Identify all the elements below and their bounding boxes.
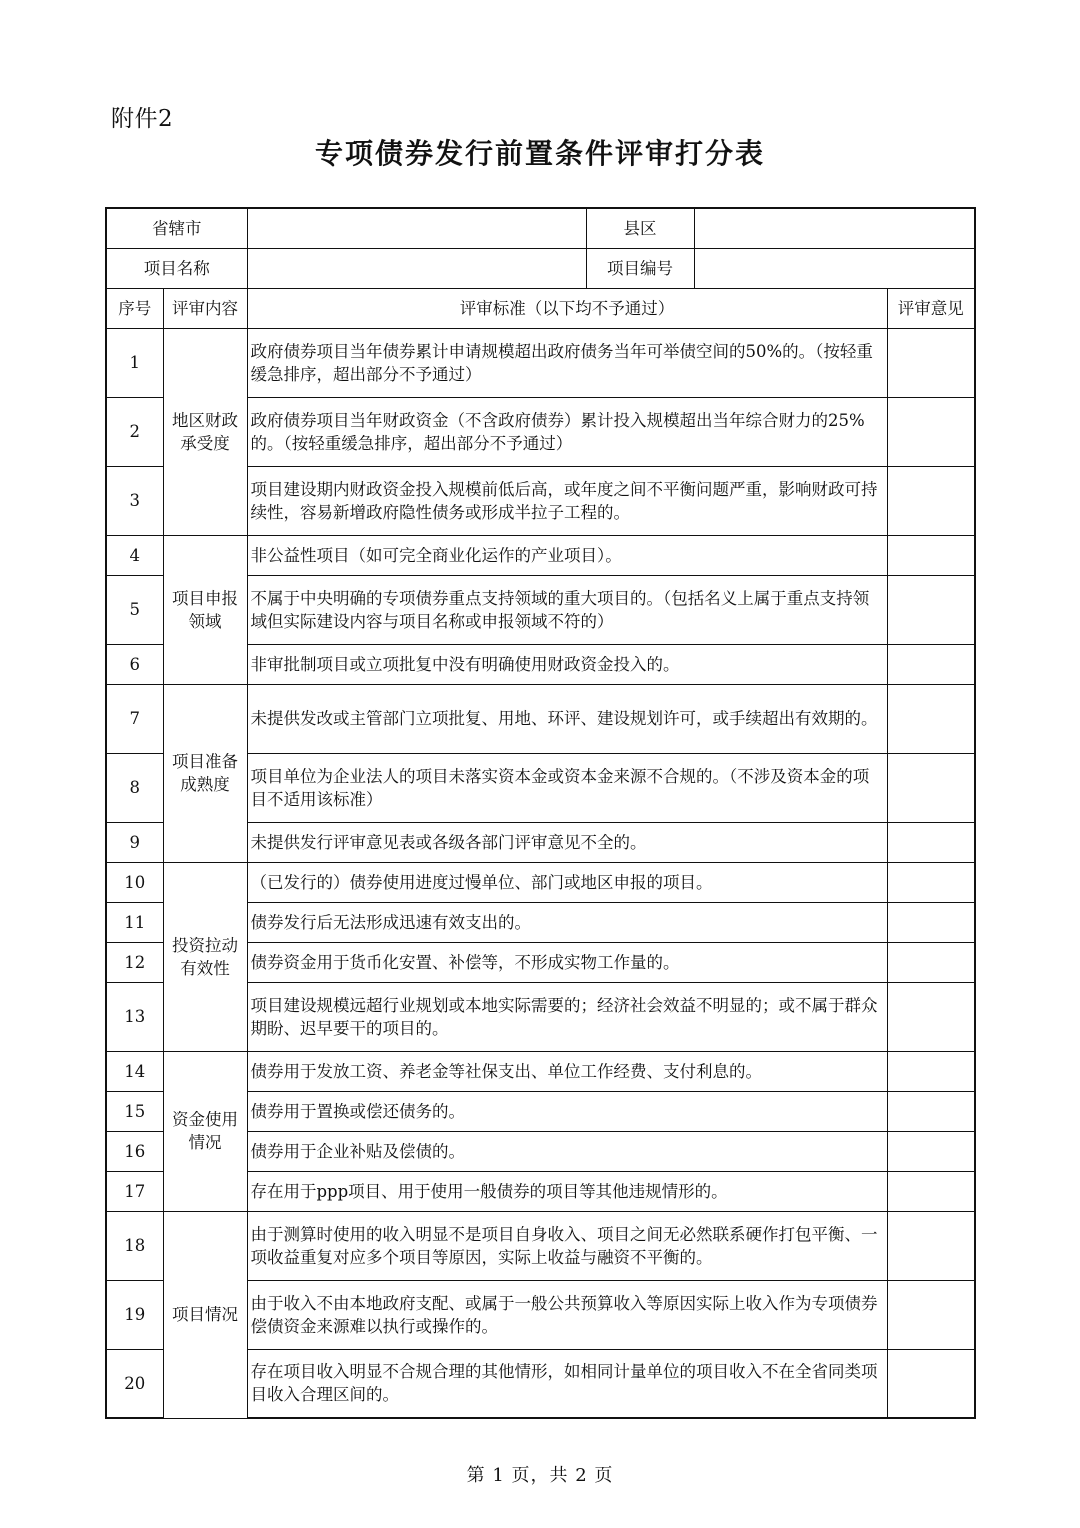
opinion-cell[interactable] [887, 535, 975, 575]
row-number: 16 [106, 1131, 163, 1171]
criteria-cell: 非审批制项目或立项批复中没有明确使用财政资金投入的。 [247, 644, 887, 684]
criteria-cell: 存在项目收入明显不合规合理的其他情形，如相同计量单位的项目收入不在全省同类项目收入合理区间的。 [247, 1349, 887, 1418]
row-number: 7 [106, 684, 163, 753]
category-cell: 项目申报领域 [163, 535, 247, 684]
header-row-region [106, 208, 975, 248]
opinion-cell[interactable] [887, 862, 975, 902]
criteria-cell: 由于收入不由本地政府支配、或属于一般公共预算收入等原因实际上收入作为专项债券偿债资金来源难以执行或操作的。 [247, 1280, 887, 1349]
criteria-cell: 项目建设期内财政资金投入规模前低后高，或年度之间不平衡问题严重，影响财政可持续性，容易新增政府隐性债务或形成半拉子工程的。 [247, 466, 887, 535]
category-cell: 资金使用情况 [163, 1051, 247, 1211]
column-header-row [106, 288, 975, 328]
opinion-cell[interactable] [887, 1280, 975, 1349]
row-number: 20 [106, 1349, 163, 1418]
criteria-cell: （已发行的）债券使用进度过慢单位、部门或地区申报的项目。 [247, 862, 887, 902]
criteria-cell: 债券用于企业补贴及偿债的。 [247, 1131, 887, 1171]
row-number: 11 [106, 902, 163, 942]
province-field[interactable] [247, 208, 586, 248]
row-number: 9 [106, 822, 163, 862]
row-number: 18 [106, 1211, 163, 1280]
opinion-cell[interactable] [887, 942, 975, 982]
category-cell: 项目情况 [163, 1211, 247, 1418]
header-row-project [106, 248, 975, 288]
criteria-cell: 项目单位为企业法人的项目未落实资本金或资本金来源不合规的。（不涉及资本金的项目不适用该标准） [247, 753, 887, 822]
col-header-opinion: 评审意见 [887, 288, 975, 328]
row-number: 2 [106, 397, 163, 466]
table-row [106, 535, 975, 575]
page-number-footer: 第 1 页，共 2 页 [466, 1465, 614, 1486]
opinion-cell[interactable] [887, 753, 975, 822]
annex-label: 附件2 [111, 106, 174, 132]
criteria-cell: 存在用于ppp项目、用于使用一般债券的项目等其他违规情形的。 [247, 1171, 887, 1211]
category-cell: 投资拉动有效性 [163, 862, 247, 1051]
criteria-cell: 非公益性项目（如可完全商业化运作的产业项目）。 [247, 535, 887, 575]
table-row [106, 684, 975, 753]
table-row [106, 328, 975, 397]
review-score-table [105, 207, 976, 1419]
criteria-cell: 债券资金用于货币化安置、补偿等，不形成实物工作量的。 [247, 942, 887, 982]
row-number: 13 [106, 982, 163, 1051]
category-cell: 项目准备成熟度 [163, 684, 247, 862]
criteria-cell: 由于测算时使用的收入明显不是项目自身收入、项目之间无必然联系硬作打包平衡、一项收益重复对应多个项目等原因，实际上收益与融资不平衡的。 [247, 1211, 887, 1280]
county-label: 县区 [586, 208, 694, 248]
row-number: 6 [106, 644, 163, 684]
opinion-cell[interactable] [887, 1349, 975, 1418]
row-number: 1 [106, 328, 163, 397]
table-row [106, 1051, 975, 1091]
col-header-no: 序号 [106, 288, 163, 328]
row-number: 19 [106, 1280, 163, 1349]
opinion-cell[interactable] [887, 902, 975, 942]
row-number: 5 [106, 575, 163, 644]
opinion-cell[interactable] [887, 822, 975, 862]
table-row [106, 1211, 975, 1280]
opinion-cell[interactable] [887, 466, 975, 535]
row-number: 10 [106, 862, 163, 902]
opinion-cell[interactable] [887, 1091, 975, 1131]
criteria-cell: 政府债券项目当年债券累计申请规模超出政府债务当年可举债空间的50%的。（按轻重缓急排序，超出部分不予通过） [247, 328, 887, 397]
row-number: 12 [106, 942, 163, 982]
row-number: 14 [106, 1051, 163, 1091]
criteria-cell: 债券用于置换或偿还债务的。 [247, 1091, 887, 1131]
criteria-cell: 项目建设规模远超行业规划或本地实际需要的；经济社会效益不明显的；或不属于群众期盼、迟早要干的项目的。 [247, 982, 887, 1051]
criteria-cell: 不属于中央明确的专项债券重点支持领域的重大项目的。（包括名义上属于重点支持领域但实际建设内容与项目名称或申报领域不符的） [247, 575, 887, 644]
criteria-cell: 未提供发改或主管部门立项批复、用地、环评、建设规划许可，或手续超出有效期的。 [247, 684, 887, 753]
col-header-content: 评审内容 [163, 288, 247, 328]
opinion-cell[interactable] [887, 1171, 975, 1211]
opinion-cell[interactable] [887, 644, 975, 684]
province-label: 省辖市 [106, 208, 247, 248]
col-header-criteria: 评审标准（以下均不予通过） [247, 288, 887, 328]
county-field[interactable] [694, 208, 975, 248]
opinion-cell[interactable] [887, 684, 975, 753]
project-code-label: 项目编号 [586, 248, 694, 288]
category-cell: 地区财政承受度 [163, 328, 247, 535]
opinion-cell[interactable] [887, 1211, 975, 1280]
page-title: 专项债券发行前置条件评审打分表 [314, 137, 765, 170]
row-number: 3 [106, 466, 163, 535]
row-number: 4 [106, 535, 163, 575]
project-name-label: 项目名称 [106, 248, 247, 288]
criteria-cell: 债券用于发放工资、养老金等社保支出、单位工作经费、支付利息的。 [247, 1051, 887, 1091]
criteria-cell: 债券发行后无法形成迅速有效支出的。 [247, 902, 887, 942]
opinion-cell[interactable] [887, 397, 975, 466]
row-number: 17 [106, 1171, 163, 1211]
opinion-cell[interactable] [887, 1131, 975, 1171]
project-code-field[interactable] [694, 248, 975, 288]
opinion-cell[interactable] [887, 1051, 975, 1091]
opinion-cell[interactable] [887, 982, 975, 1051]
criteria-cell: 未提供发行评审意见表或各级各部门评审意见不全的。 [247, 822, 887, 862]
opinion-cell[interactable] [887, 328, 975, 397]
table-row [106, 862, 975, 902]
project-name-field[interactable] [247, 248, 586, 288]
row-number: 8 [106, 753, 163, 822]
criteria-cell: 政府债券项目当年财政资金（不含政府债券）累计投入规模超出当年综合财力的25%的。（按轻重缓急排序，超出部分不予通过） [247, 397, 887, 466]
opinion-cell[interactable] [887, 575, 975, 644]
row-number: 15 [106, 1091, 163, 1131]
